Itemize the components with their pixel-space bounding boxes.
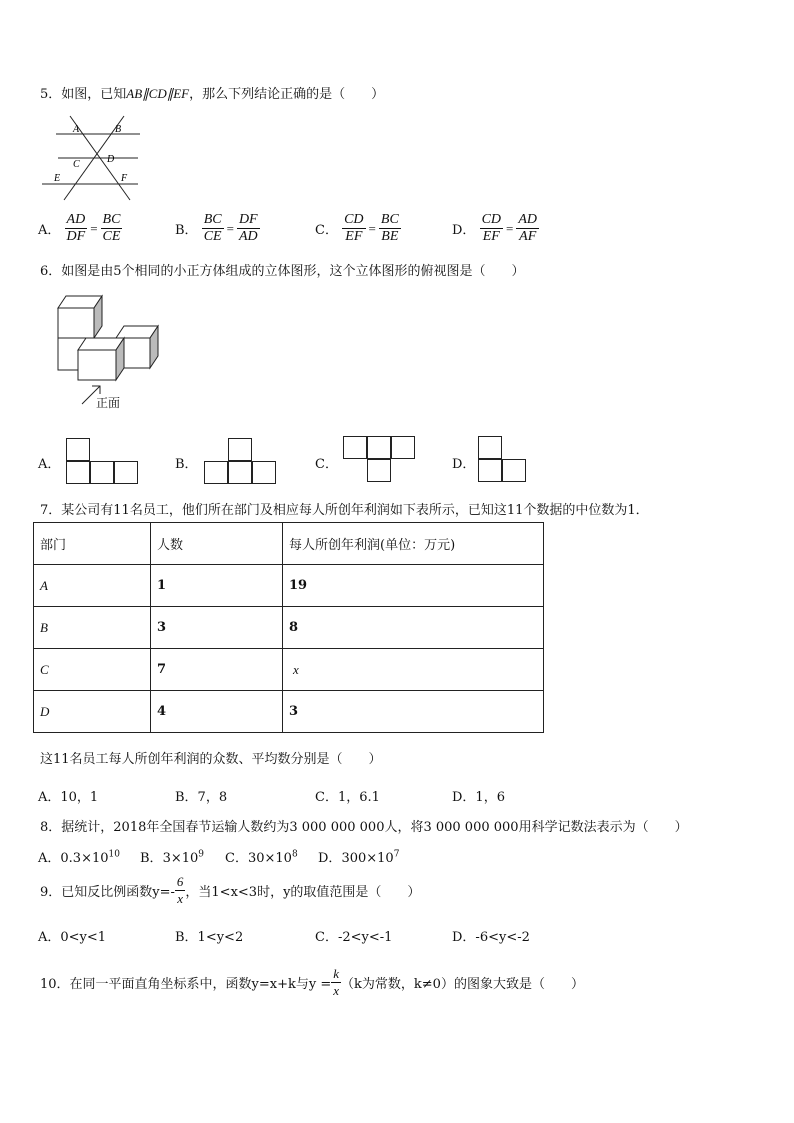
q8-option-d[interactable]: D．$300\times 10^7$	[318, 849, 400, 866]
q6-option-c-label[interactable]: C．	[315, 457, 338, 472]
q6-option-b-label[interactable]: B．	[175, 457, 198, 472]
table-cell: 1	[151, 565, 283, 607]
cube-face	[78, 350, 116, 380]
fig-label: F	[121, 173, 128, 184]
table-row	[34, 607, 544, 649]
q9-option-a[interactable]: A．0<y<1	[38, 930, 107, 945]
q7-option-b[interactable]: B．7，8	[175, 790, 228, 805]
q8-option-c[interactable]: C．$30\times 10^8$	[225, 849, 298, 866]
q7-option-d[interactable]: D．1，6	[452, 790, 505, 805]
table-header: 每人所创年利润(单位：万元)	[283, 523, 544, 565]
table-cell: 3	[283, 691, 544, 733]
table-row	[34, 691, 544, 733]
table-row	[34, 649, 544, 691]
q5-option-c[interactable]: C． $\frac{CD}{EF}$ = $\frac{BC}{BE}$	[315, 212, 399, 244]
q8-stem: 8．据统计，2018年全国春节运输人数约为3 000 000 000人，将3 000 000 000用科学记数法表示为（ ）	[40, 820, 688, 835]
q5-condition: AB∥CD∥EF	[126, 86, 190, 101]
fig-label: E	[54, 173, 61, 184]
q7-option-a[interactable]: A．10，1	[38, 790, 99, 805]
q5-option-d[interactable]: D． $\frac{CD}{EF}$ = $\frac{AD}{AF}$	[452, 212, 538, 244]
fig-label: C	[73, 159, 80, 170]
q7-stem: 7．某公司有11名员工，他们所在部门及相应每人所创年利润如下表所示，已知这11个数据的中位数为1．	[40, 503, 649, 518]
table-cell: C	[34, 649, 151, 691]
cube-face	[58, 308, 94, 338]
q9-option-b[interactable]: B．1<y<2	[175, 930, 244, 945]
table-header: 部门	[34, 523, 151, 565]
q5-suffix: ，那么下列结论正确的是（ ）	[189, 87, 385, 102]
q10-stem: 10．在同一平面直角坐标系中，函数y=x+k与y = $\frac{k}{x}$ （k为常数，k≠0）的图象大致是（ ）	[40, 966, 584, 998]
q5-prefix: 5．如图，已知	[40, 87, 127, 102]
q6-option-c-view[interactable]	[343, 436, 417, 484]
table-cell: B	[34, 607, 151, 649]
table-cell: 19	[283, 565, 544, 607]
table-cell: 3	[151, 607, 283, 649]
q8-option-b[interactable]: B．$3\times 10^9$	[140, 849, 205, 866]
q9-stem: 9．已知反比例函数y=- $\frac{6}{x}$ ，当1<x<3时，y的取值范围是（ ）	[40, 874, 421, 906]
q6-option-d-view[interactable]	[478, 436, 528, 484]
table-header: 人数	[151, 523, 283, 565]
table-cell: A	[34, 565, 151, 607]
q6-stem: 6．如图是由5个相同的小正方体组成的立体图形，这个立体图形的俯视图是（ ）	[40, 264, 525, 279]
q9-option-c[interactable]: C．-2<y<-1	[315, 930, 393, 945]
table-cell: 8	[283, 607, 544, 649]
table-cell: D	[34, 691, 151, 733]
q7-table	[33, 522, 544, 733]
q8-option-a[interactable]: A．$0.3\times 10^{10}$	[38, 849, 120, 866]
q6-option-a-view[interactable]	[66, 438, 140, 486]
fig-label: B	[115, 124, 122, 135]
fig-label: A	[73, 124, 80, 135]
q6-option-a-label[interactable]: A．	[38, 457, 61, 472]
table-cell: 4	[151, 691, 283, 733]
fig-label: D	[107, 154, 115, 165]
q6-option-b-view[interactable]	[204, 438, 278, 486]
q9-option-d[interactable]: D．-6<y<-2	[452, 930, 530, 945]
table-cell: 7	[151, 649, 283, 691]
front-label: 正面	[96, 396, 121, 410]
q5-parallel-lines-figure	[40, 112, 150, 202]
table-cell: x	[283, 649, 544, 691]
q7-question: 这11名员工每人所创年利润的众数、平均数分别是（ ）	[40, 752, 382, 767]
table-header-row	[34, 523, 544, 565]
q5-stem	[40, 83, 384, 102]
q6-option-d-label[interactable]: D．	[452, 457, 476, 472]
table-row	[34, 565, 544, 607]
q5-option-b[interactable]: B． $\frac{BC}{CE}$ = $\frac{DF}{AD}$	[175, 212, 258, 244]
q7-option-c[interactable]: C．1，6.1	[315, 790, 380, 805]
q5-option-a[interactable]: A． $\frac{AD}{DF}$ = $\frac{BC}{CE}$	[38, 212, 121, 244]
